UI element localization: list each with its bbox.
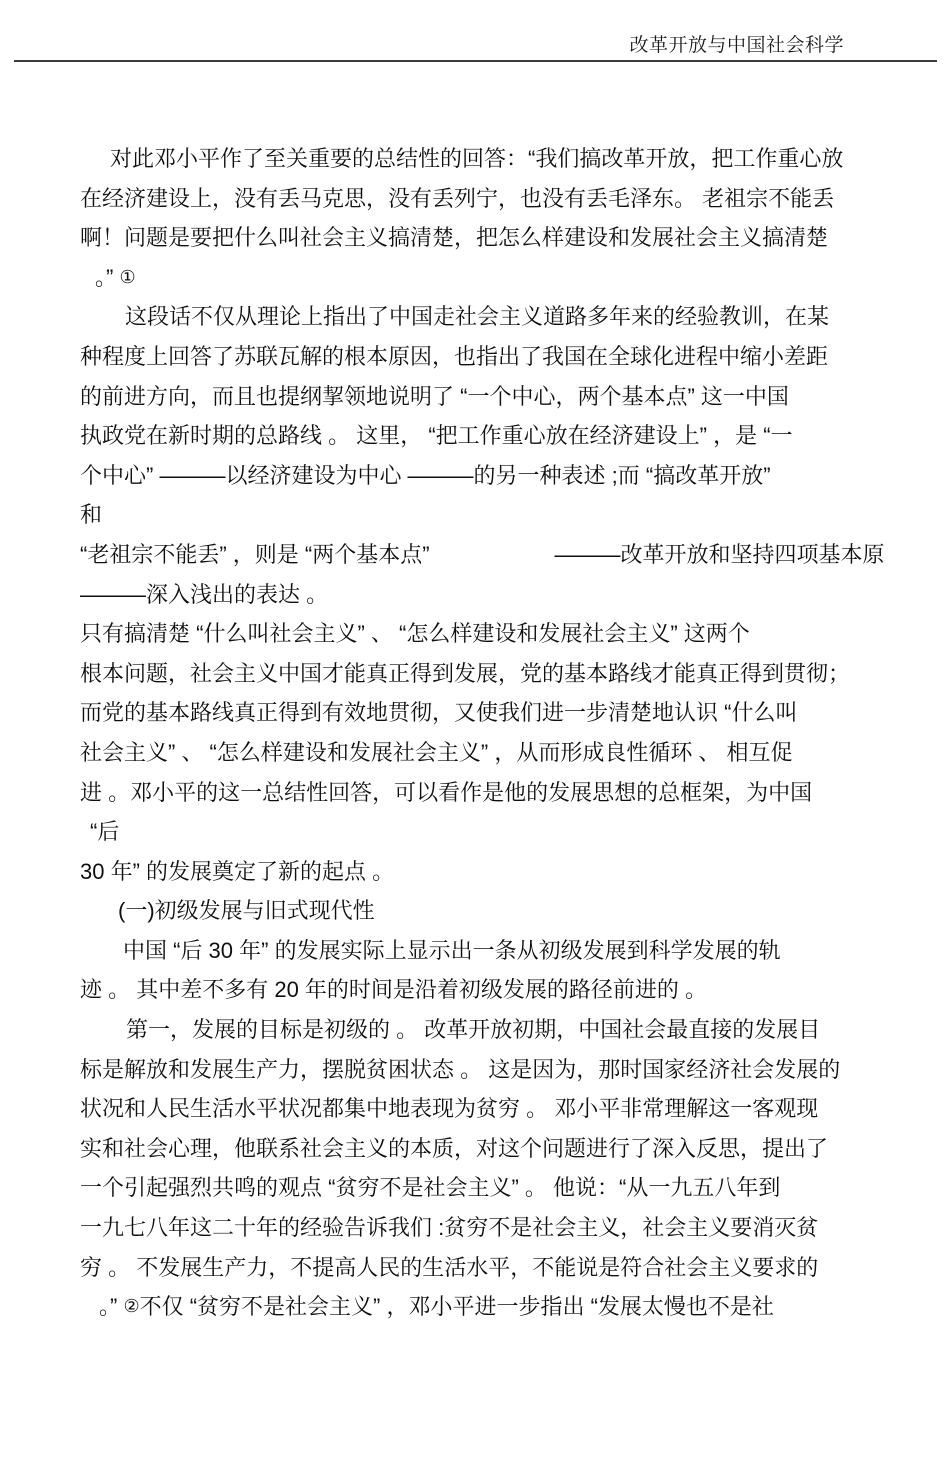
text-line bbox=[80, 258, 872, 298]
quote-close: 。” bbox=[95, 264, 114, 290]
text-line: 这段话不仅从理论上指出了中国走社会主义道路多年来的经验教训，在某 bbox=[125, 304, 830, 330]
text-line: 穷 。 不发展生产力，不提高人民的生活水平，不能说是符合社会主义要求的 bbox=[80, 1254, 819, 1280]
text-line-rest: 不仅 “贫穷不是社会主义” ，邓小平进一步指出 “发展太慢也不是社 bbox=[139, 1294, 774, 1320]
footnote-marker-1: ① bbox=[119, 266, 136, 287]
text-line: 执政党在新时期的总路线 。 这里， “把工作重心放在经济建设上” ，是 “一 bbox=[80, 423, 793, 449]
text-line: 在经济建设上，没有丢马克思，没有丢列宁，也没有丢毛泽东。 老祖宗不能丢 bbox=[80, 185, 835, 211]
text-line: 对此邓小平作了至关重要的总结性的回答：“我们搞改革开放，把工作重心放 bbox=[110, 146, 844, 171]
body-text bbox=[80, 139, 885, 1327]
section-heading: (一)初级发展与旧式现代性 bbox=[118, 898, 375, 924]
text-line: 第一，发展的目标是初级的 。 改革开放初期，中国社会最直接的发展目 bbox=[126, 1017, 821, 1043]
text-line: 个中心” ———以经济建设为中心 ———的另一种表述 ;而 “搞改革开放” bbox=[80, 462, 771, 488]
text-line: 30 年” 的发展奠定了新的起点 。 bbox=[80, 858, 395, 884]
text-line: 根本问题，社会主义中国才能真正得到发展，党的基本路线才能真正得到贯彻； bbox=[80, 660, 851, 686]
text-line: 而党的基本路线真正得到有效地贯彻，又使我们进一步清楚地认识 “什么叫 bbox=[80, 700, 798, 726]
text-line: ———深入浅出的表达 。 bbox=[80, 581, 329, 607]
text-line: 只有搞清楚 “什么叫社会主义” 、 “怎么样建设和发展社会主义” 这两个 bbox=[80, 621, 750, 647]
quote-close: 。” bbox=[99, 1294, 118, 1320]
text-line: 进 。邓小平的这一总结性回答，可以看作是他的发展思想的总框架，为中国 bbox=[80, 779, 813, 805]
text-line-right-overflow: ———改革开放和坚持四项基本原 bbox=[554, 541, 885, 567]
text-line: 啊！问题是要把什么叫社会主义搞清楚，把怎么样建设和发展社会主义搞清楚 bbox=[80, 225, 829, 251]
text-line: 一九七八年这二十年的经验告诉我们 :贫穷不是社会主义，社会主义要消灭贫 bbox=[80, 1215, 819, 1241]
text-line: 状况和人民生活水平状况都集中地表现为贫穷 。 邓小平非常理解这一客观现 bbox=[80, 1096, 819, 1122]
footnote-marker-2: ② bbox=[123, 1296, 140, 1317]
text-line: 迹 。 其中差不多有 20 年的时间是沿着初级发展的路径前进的 。 bbox=[80, 977, 708, 1003]
header-rule-line bbox=[14, 60, 937, 62]
text-line-left: “老祖宗不能丢” ，则是 “两个基本点” bbox=[80, 541, 430, 567]
text-line: “后 bbox=[90, 819, 120, 845]
text-line: 的前进方向，而且也提纲挈领地说明了 “一个中心，两个基本点” 这一中国 bbox=[80, 383, 789, 409]
text-line-split bbox=[80, 535, 885, 575]
text-line: 实和社会心理，他联系社会主义的本质，对这个问题进行了深入反思，提出了 bbox=[80, 1135, 829, 1161]
text-line: 种程度上回答了苏联瓦解的根本原因，也指出了我国在全球化进程中缩小差距 bbox=[80, 343, 829, 369]
text-line bbox=[80, 1287, 872, 1327]
running-header-title: 改革开放与中国社会科学 bbox=[629, 35, 844, 56]
text-line: 一个引起强烈共鸣的观点 “贫穷不是社会主义” 。 他说：“从一九五八年到 bbox=[80, 1175, 781, 1201]
text-line: 中国 “后 30 年” 的发展实际上显示出一条从初级发展到科学发展的轨 bbox=[123, 937, 781, 963]
text-line: 标是解放和发展生产力，摆脱贫困状态 。 这是因为，那时国家经济社会发展的 bbox=[80, 1056, 841, 1082]
text-line: 社会主义” 、 “怎么样建设和发展社会主义” ，从而形成良性循环 、 相互促 bbox=[80, 739, 793, 765]
text-line: 和 bbox=[80, 502, 103, 528]
layout-gap bbox=[430, 561, 555, 562]
